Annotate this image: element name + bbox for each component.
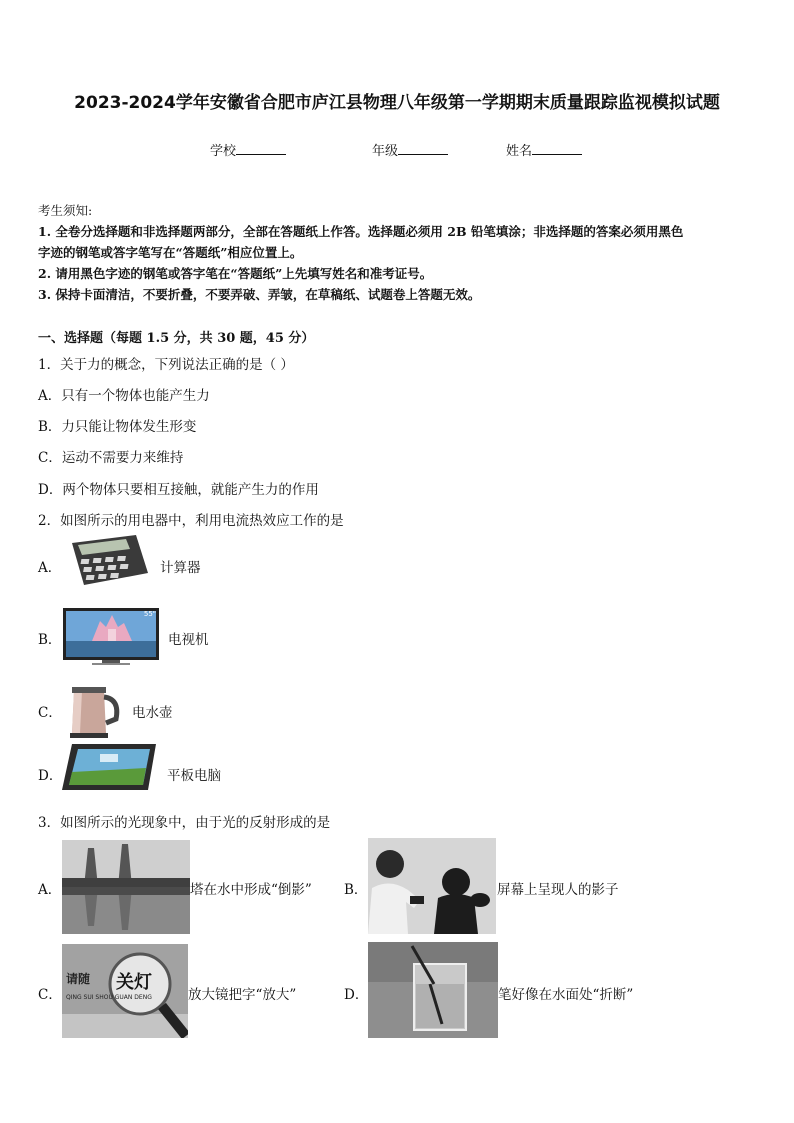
- notice-heading: 考生须知:: [38, 203, 93, 218]
- school-field: [210, 140, 286, 159]
- shadow-image: [368, 838, 496, 934]
- q3-stem: 3．如图所示的光现象中，由于光的反射形成的是: [38, 815, 331, 831]
- school-blank: [236, 142, 286, 155]
- q3-option-b-letter: B．: [344, 882, 368, 898]
- tablet-icon: [60, 742, 160, 792]
- name-label: 姓名: [506, 144, 533, 159]
- q3-option-d-caption: 笔好像在水面处“折断”: [498, 987, 634, 1003]
- q1-option-c: C．运动不需要力来维持: [38, 450, 184, 466]
- sign-magnified-text: 关灯: [116, 972, 152, 993]
- notice-item-2: 2. 请用黑色字迹的钢笔或答字笔在“答题纸”上先填写姓名和准考证号。: [38, 266, 433, 281]
- refraction-image: [368, 942, 498, 1038]
- q2-option-d-caption: 平板电脑: [167, 768, 221, 784]
- q2-option-d-letter: D．: [38, 768, 63, 784]
- notice-item-3: 3. 保持卡面清洁，不要折叠，不要弄破、弄皱，在草稿纸、试题卷上答题无效。: [38, 287, 481, 302]
- q3-option-d-letter: D．: [344, 987, 369, 1003]
- q2-stem: 2．如图所示的用电器中，利用电流热效应工作的是: [38, 513, 344, 529]
- name-field: [506, 140, 582, 159]
- q3-option-b-caption: 屏幕上呈现人的影子: [497, 882, 619, 898]
- sign-text: 请随: [66, 972, 91, 986]
- q2-option-c-letter: C．: [38, 705, 62, 721]
- q1-option-d: D．两个物体只要相互接触，就能产生力的作用: [38, 482, 319, 498]
- notice-item-1a: 1. 全卷分选择题和非选择题两部分，全部在答题纸上作答。选择题必须用 2B 铅笔填涂；非选择题的答案必须用黑色: [38, 224, 684, 239]
- q2-option-c-caption: 电水壶: [132, 705, 173, 721]
- q1-stem: 1．关于力的概念，下列说法正确的是（ ）: [38, 357, 294, 373]
- kettle-icon: [64, 683, 122, 739]
- school-label: 学校: [210, 144, 237, 159]
- pagoda-reflection-image: [62, 840, 190, 934]
- grade-field: [372, 140, 448, 159]
- calculator-icon: [66, 533, 150, 587]
- q2-option-b-letter: B．: [38, 632, 62, 648]
- q2-option-b-caption: 电视机: [168, 632, 209, 648]
- magnifier-image: [62, 944, 188, 1038]
- q3-option-a-caption: 塔在水中形成“倒影”: [190, 882, 312, 898]
- tv-size-badge: 55": [143, 610, 156, 618]
- grade-blank: [398, 142, 448, 155]
- tv-icon: [62, 607, 160, 667]
- q1-option-b: B．力只能让物体发生形变: [38, 419, 197, 435]
- grade-label: 年级: [372, 144, 399, 159]
- name-blank: [532, 142, 582, 155]
- q2-option-a-letter: A．: [38, 560, 62, 576]
- q3-option-a-letter: A．: [38, 882, 62, 898]
- q1-option-a: A．只有一个物体也能产生力: [38, 388, 210, 404]
- q3-option-c-caption: 放大镜把字“放大”: [188, 987, 297, 1003]
- notice-block: [38, 200, 760, 305]
- section-heading: 一、选择题（每题 1.5 分，共 30 题，45 分）: [38, 331, 315, 346]
- sign-pinyin: QING SUI SHOU GUAN DENG: [66, 994, 152, 1001]
- notice-item-1b: 字迹的钢笔或答字笔写在“答题纸”相应位置上。: [38, 245, 303, 260]
- q2-option-a-caption: 计算器: [160, 560, 201, 576]
- q3-option-c-letter: C．: [38, 987, 62, 1003]
- page-title: 2023-2024学年安徽省合肥市庐江县物理八年级第一学期期末质量跟踪监视模拟试题: [74, 93, 720, 113]
